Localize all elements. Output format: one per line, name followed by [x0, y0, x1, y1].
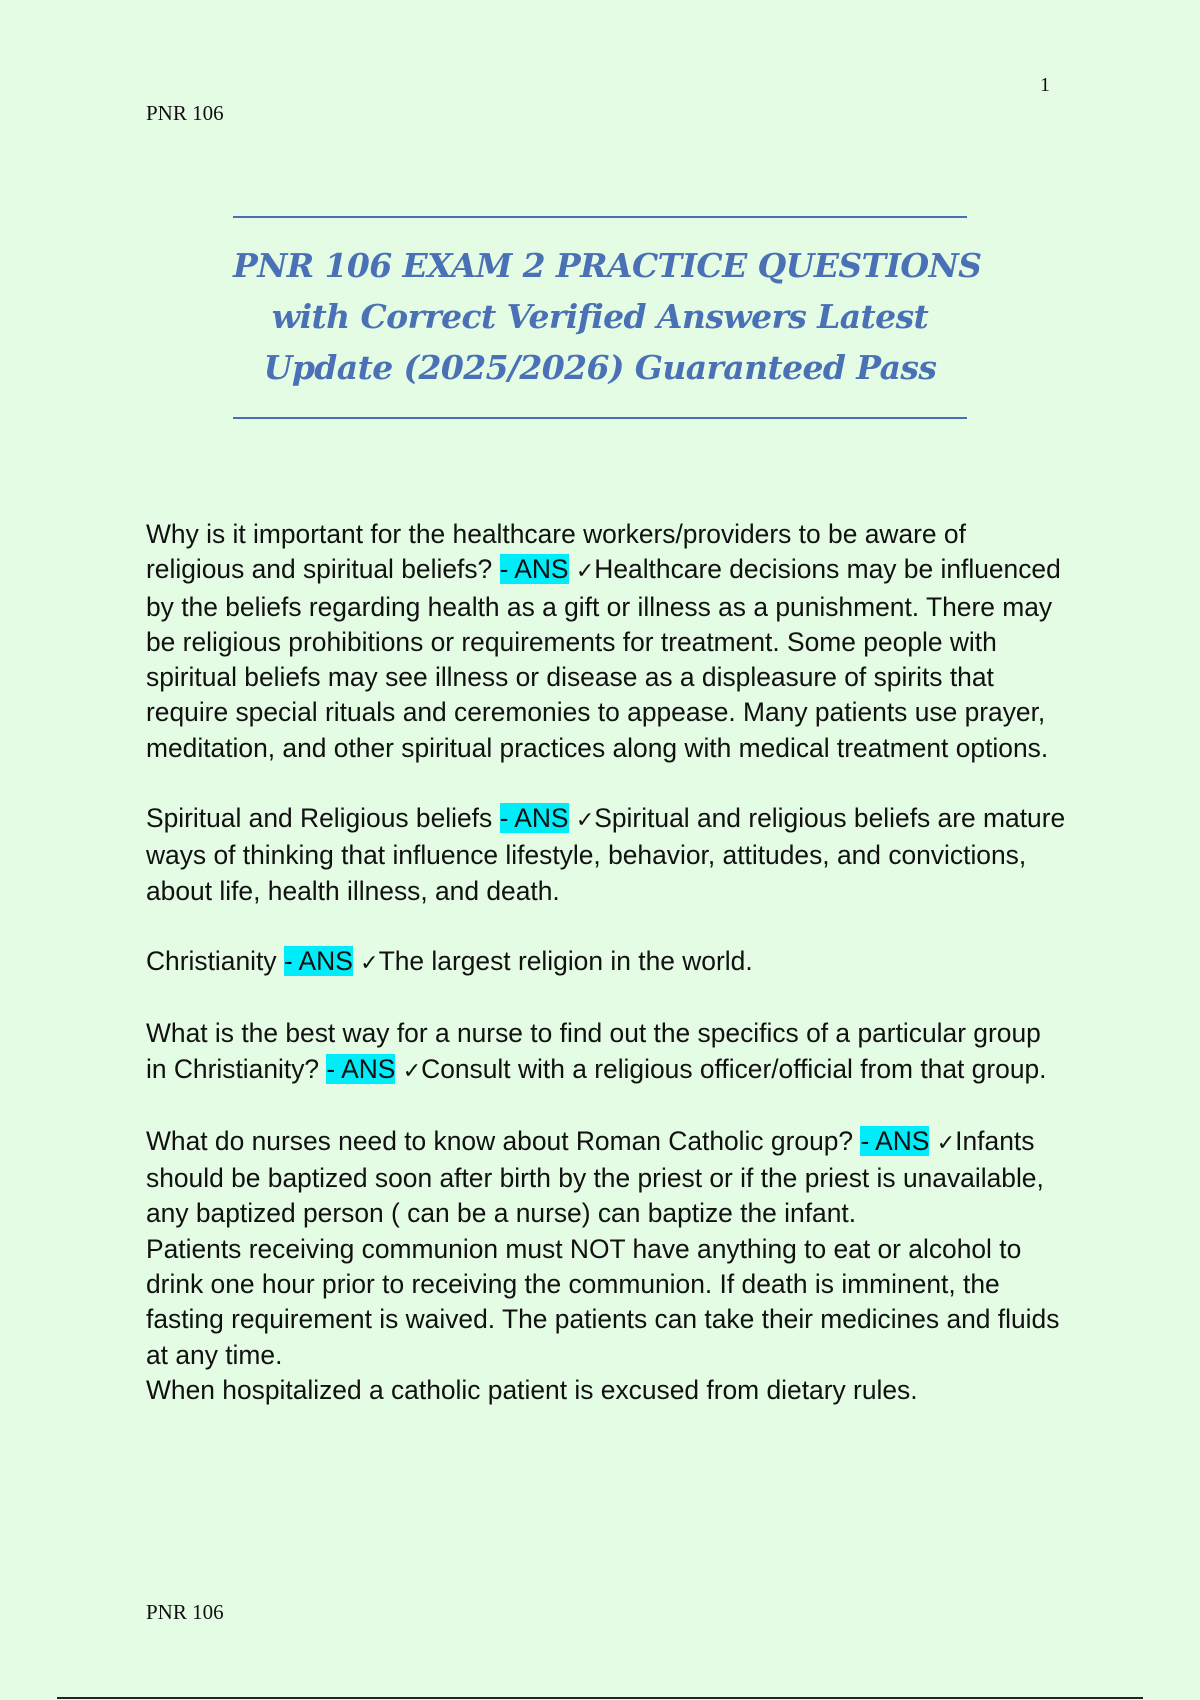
- page-number: 1: [1040, 74, 1050, 96]
- question-text: Why is it important for the healthcare workers/providers to be aware of religious and spiritual beliefs?: [146, 519, 966, 585]
- answer-text: Infants should be baptized soon after birth by the priest or if the priest is unavailable, any baptized person ( can be a nurse) can baptize the infant.: [146, 1125, 1044, 1229]
- checkmark-icon: ✓: [575, 808, 595, 834]
- qa-text: [146, 1124, 1066, 1232]
- question-text: What do nurses need to know about Roman Catholic group?: [146, 1125, 854, 1156]
- question-text: What is the best way for a nurse to find out the specifics of a particular group in Christianity?: [146, 1018, 1041, 1084]
- page-footer: PNR 106: [146, 1600, 224, 1624]
- qa-item: [146, 1124, 1066, 1408]
- page-header: PNR 106: [146, 101, 224, 125]
- title-line: PNR 106 EXAM 2 PRACTICE QUESTIONS: [233, 246, 982, 285]
- question-text: Spiritual and Religious beliefs: [146, 803, 493, 834]
- qa-item: [146, 944, 1066, 981]
- checkmark-icon: ✓: [936, 1130, 956, 1156]
- document-title: [233, 216, 982, 419]
- qa-text: [146, 517, 1066, 766]
- answer-paragraph: Patients receiving communion must NOT have anything to eat or alcohol to drink one hour prior to receiving the communion. If death is imminent, the fasting requirement is waived. The patients can take their medicines and fluids at any time.: [146, 1233, 1060, 1370]
- answer-paragraph: When hospitalized a catholic patient is excused from dietary rules.: [146, 1374, 918, 1405]
- qa-item: [146, 517, 1066, 766]
- answer-marker: - ANS: [326, 1053, 396, 1084]
- title-line: with Correct Verified Answers Latest: [271, 297, 929, 336]
- qa-item: [146, 801, 1066, 909]
- qa-text: [146, 1016, 1066, 1089]
- checkmark-icon: ✓: [360, 950, 379, 976]
- answer-marker: - ANS: [499, 803, 569, 834]
- question-text: Christianity: [146, 945, 277, 976]
- checkmark-icon: ✓: [575, 559, 595, 585]
- answer-text: Spiritual and religious beliefs are mature ways of thinking that influence lifestyle, behavior, attitudes, and convictions, about life, health illness, and death.: [146, 803, 1066, 906]
- answer-marker: - ANS: [283, 945, 353, 976]
- checkmark-icon: ✓: [402, 1058, 422, 1084]
- qa-text: [146, 801, 1066, 909]
- answer-text: Consult with a religious officer/official from that group.: [421, 1053, 1047, 1084]
- footer-divider: [57, 1697, 1143, 1699]
- title-line: Update (2025/2026) Guaranteed Pass: [263, 348, 937, 387]
- answer-text: Healthcare decisions may be influenced by the beliefs regarding health as a gift or illness as a punishment. There may be religious prohibitions or requirements for treatment. Some people with spiritual beliefs may see illness or disease as a displeasure of spirits that require special rituals and ceremonies to appease. Many patients use prayer, meditation, and other spiritual practices along with medical treatment options.: [146, 554, 1061, 763]
- answer-marker: - ANS: [499, 554, 569, 585]
- answer-text: The largest religion in the world.: [378, 945, 753, 976]
- qa-text: [146, 944, 1066, 981]
- qa-item: [146, 1016, 1066, 1089]
- qa-list: [146, 517, 1066, 1443]
- answer-marker: - ANS: [860, 1125, 930, 1156]
